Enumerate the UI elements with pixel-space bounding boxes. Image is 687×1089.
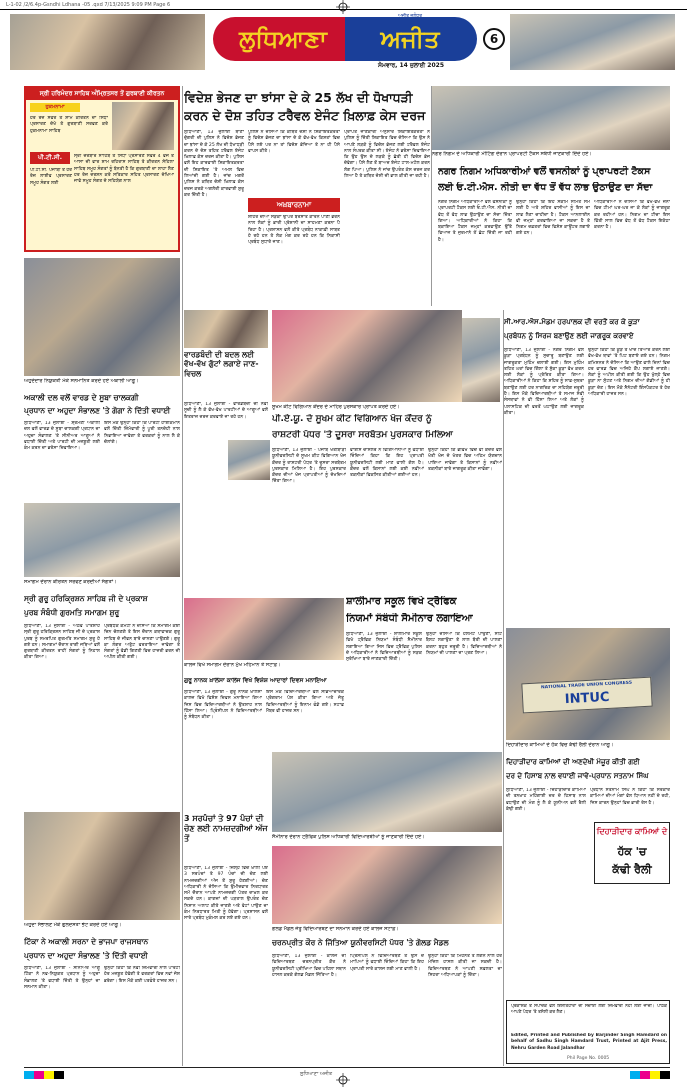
rally-box <box>594 822 670 884</box>
paper-name-left: ਲੁਧਿਆਣਾ <box>239 25 327 53</box>
medal-headline: ਚਰਨਪ੍ਰੀਤ ਕੌਰ ਨੇ ਜਿੱਤਿਆ ਯੂਨੀਵਰਸਿਟੀ ਪੱਧਰ 'ਤੇ ਗੋਲਡ ਮੈਡਲ <box>272 938 449 947</box>
dihadidar-body-2: ਪ੍ਰਧਾਨ ਸਤਨਾਮ ਸਿੰਘ ਨੇ ਕਿਹਾ ਕਿ ਸਰਕਾਰ ਕਾਮਿਆਂ ਦੀਆਂ ਮੰਗਾਂ ਵੱਲ ਧਿਆਨ ਨਹੀਂ ਦੇ ਰਹੀ, ਜਿਸ ਕਾਰਨ ਉਨ੍ਹਾਂ ਵਿਚ ਭਾਰੀ ਰੋਸ ਹੈ। <box>590 788 670 806</box>
nagar-body-col-2: ਉਨ੍ਹਾਂ ਕਿਹਾ ਕਿ ਇਹ ਸਕੀਮ ਸੀਮਤ ਸਮੇਂ ਲਈ ਹੈ ਅਤੇ ਸ਼ਹਿਰ ਵਾਸੀਆਂ ਨੂੰ ਇਸ ਦਾ ਲਾਭ ਲੈਣਾ ਚਾਹੀਦਾ ਹੈ। ਟੈਕਸ ਆਨਲਾਈਨ ਵੀ ਜਮ੍ਹਾਂ ਕਰਵਾਇਆ ਜਾ ਸਕਦਾ ਹੈ ਤੇ ਨਿਗਮ ਦਫ਼ਤਰਾਂ ਵਿਚ ਵਿਸ਼ੇਸ਼ ਕਾਊਂਟਰ ਲਗਾਏ ਗਏ ਹਨ। <box>516 200 590 237</box>
pau-headline-2: ਰਾਸ਼ਟਰੀ ਪੱਧਰ 'ਤੇ ਦੂਸਰਾ ਸਰਬੋਤਮ ਪੁਰਸਕਾਰ ਮਿਲਿਆ <box>272 430 453 440</box>
akhbarnama-banner: ਅਖ਼ਬਾਰਨਾਮਾ <box>248 198 340 212</box>
ward-headline: ਵਾਰਡਬੰਦੀ ਦੀ ਬਦਲ ਲਈ ਵੱਖ-ਵੱਖ ਗੁੱਟਾਂ ਲਗਾਏ ਜਾਣ-ਵਿਚਲ <box>184 350 259 378</box>
shalimar-body-1: ਲੁਧਿਆਣਾ, 13 ਜੁਲਾਈ - ਸ਼ਾਲੀਮਾਰ ਸਕੂਲ ਵਿਖੇ ਟ੍ਰੈਫਿਕ ਨਿਯਮਾਂ ਸੰਬੰਧੀ ਸੈਮੀਨਾਰ ਲਗਾਇਆ ਗਿਆ ਜਿਸ ਵਿਚ ਟ੍ਰੈਫਿਕ ਪੁਲਿਸ ਦੇ ਅਧਿਕਾਰੀਆਂ ਨੇ ਵਿਦਿਆਰਥੀਆਂ ਨੂੰ ਸੜਕ ਸੁਰੱਖਿਆ ਬਾਰੇ ਜਾਣਕਾਰੀ ਦਿੱਤੀ। <box>346 632 422 663</box>
ward-photo-strip <box>184 310 268 348</box>
column-rule-2 <box>503 310 504 1066</box>
imprint-notice: ਪ੍ਰਕਾਸ਼ਕ ਤੇ ਸੰਪਾਦਕ ਵਲੋਂ ਇਸ਼ਤਿਹਾਰਾਂ ਦੀ ਸੱਚਾਈ ਲਈ ਜ਼ਿੰਮੇਵਾਰੀ ਨਹੀਂ ਲਈ ਜਾਂਦੀ। ਪਾਠਕ ਆਪਣੇ ਪੱਧਰ 'ਤੇ ਤਸੱਲੀ ਕਰ ਲੈਣ। <box>511 1004 667 1016</box>
bottom-rule <box>24 1067 670 1068</box>
advert-body-2: ਸ੍ਰੀ ਦਰਬਾਰ ਸਾਹਿਬ ਤੋਂ ਸਿੱਧਾ ਪ੍ਰਸਾਰਣ ਸਵੇਰੇ 4 ਵਜੇ ਤੋਂ ਆਸਾ ਦੀ ਵਾਰ ਸ਼ਾਮ ਰਹਿਰਾਸ ਸਾਹਿਬ ਤੇ ਕੀਰਤਨ ਸੋਹਿਲਾ ਸਾਹਿਬ ਸਮੂਹ ਸੰਗਤਾਂ ਨੂੰ ਬੇਨਤੀ ਹੈ ਕਿ ਗੁਰਬਾਣੀ ਦਾ ਲਾਹਾ ਲੈਣ ਹਰ ਰੋਜ਼ ਦਰਸ਼ਨ ਕਰੋ ਸਤਿਕਾਰ ਸਹਿਤ ਪ੍ਰਸਾਰਣ ਦੇਖਿਆ ਜਾਵੇ ਸਮੂਹ ਸੰਗਤ ਦੇ ਸਹਿਯੋਗ ਨਾਲ <box>74 154 174 185</box>
gurpurab-photo <box>24 503 180 577</box>
advert-top-left <box>24 86 180 252</box>
rally-box-line-3: ਕੱਢੀ ਰੈਲੀ <box>612 863 652 876</box>
pau-award-photo <box>272 310 462 402</box>
akali-photo <box>24 258 180 376</box>
medal-body-1: ਲੁਧਿਆਣਾ, 13 ਜੁਲਾਈ - ਕਾਲਜ ਦੀ ਵਿਦਿਆਰਥਣ ਚਰਨਪ੍ਰੀਤ ਕੌਰ ਨੇ ਯੂਨੀਵਰਸਿਟੀ ਪ੍ਰੀਖਿਆ ਵਿਚ ਪਹਿਲਾ ਸਥਾਨ ਹਾਸਲ ਕਰਕੇ ਗੋਲਡ ਮੈਡਲ ਜਿੱਤਿਆ ਹੈ। <box>272 954 346 978</box>
print-page-number: Phil Page No. 0005 <box>567 1056 610 1061</box>
nagar-body-col-1: ਨਗਰ ਨਿਗਮ ਅਧਿਕਾਰੀਆਂ ਵਲੋਂ ਵਸਨੀਕਾਂ ਨੂੰ ਪ੍ਰਾਪਰਟੀ ਟੈਕਸ ਲਈ ਓ.ਟੀ.ਐਸ. ਨੀਤੀ ਦਾ ਵੱਧ ਤੋਂ ਵੱਧ ਲਾਭ ਉਠਾਉਣ ਦਾ ਸੱਦਾ ਦਿੱਤਾ ਗਿਆ। ਅਧਿਕਾਰੀਆਂ ਨੇ ਕਿਹਾ ਕਿ ਬਕਾਇਆ ਟੈਕਸ ਜਮ੍ਹਾਂ ਕਰਵਾਉਣ ਉੱਤੇ ਵਿਆਜ ਤੇ ਜੁਰਮਾਨੇ ਤੋਂ ਛੋਟ ਦਿੱਤੀ ਜਾ ਰਹੀ ਹੈ। <box>438 200 512 243</box>
medal-photo <box>272 846 502 924</box>
paper-name-right: ਅਜੀਤ <box>380 25 440 53</box>
tikka-photo <box>24 812 180 920</box>
intuc-banner-subtext: NATIONAL TRADE UNION CONGRESS <box>540 680 633 691</box>
guru-nanak-headline: ਗੁਰੂ ਨਾਨਕ ਖ਼ਾਲਸਾ ਕਾਲਜ ਵਿਖੇ ਵਿਸ਼ੇਸ਼ ਆਦਾਰਾਂ ਦਿਵਸ ਮਨਾਇਆ <box>184 677 327 684</box>
pau-side-photo <box>462 318 500 402</box>
tikka-body-1: ਲੁਧਿਆਣਾ, 13 ਜੁਲਾਈ - ਸੀਨੀਅਰ ਆਗੂ ਟਿੱਕਾ ਨੇ ਨਵ-ਨਿਯੁਕਤ ਪ੍ਰਧਾਨ ਨੂੰ ਅਹੁਦਾ ਸੰਭਾਲਣ 'ਤੇ ਵਧਾਈ ਦਿੱਤੀ ਤੇ ਉਨ੍ਹਾਂ ਦਾ ਸਨਮਾਨ ਕੀਤਾ। <box>24 966 100 990</box>
advert-heading: ਸ੍ਰੀ ਹਰਿਮੰਦਰ ਸਾਹਿਬ ਅੰਮ੍ਰਿਤਸਰ ਤੋਂ ਗੁਰਬਾਣੀ ਕੀਰਤਨ <box>26 88 178 100</box>
shalimar-headline-1: ਸ਼ਾਲੀਮਾਰ ਸਕੂਲ ਵਿਖੇ ਟ੍ਰੈਫਿਕ <box>346 596 457 607</box>
akali-headline-2: ਪ੍ਰਧਾਨ ਦਾ ਅਹੁਦਾ ਸੰਭਾਲਣ 'ਤੇ ਗੋਗਾ ਨੇ ਦਿੱਤੀ ਵਧਾਈ <box>24 406 171 415</box>
golden-temple-photo <box>112 102 174 150</box>
color-bar-left <box>24 1071 64 1079</box>
rally-box-line-1: ਦਿਹਾੜੀਦਾਰ ਕਾਮਿਆਂ ਦੇ <box>596 827 668 836</box>
dihadidar-body-1: ਲੁਧਿਆਣਾ, 13 ਜੁਲਾਈ - ਦਿਹਾੜੀਦਾਰ ਕਾਮਿਆਂ ਦੀ ਤਨਖ਼ਾਹ ਮਹਿੰਗਾਈ ਦਰ ਦੇ ਹਿਸਾਬ ਨਾਲ ਵਧਾਉਣ ਦੀ ਮੰਗ ਨੂੰ ਲੈ ਕੇ ਯੂਨੀਅਨ ਵਲੋਂ ਰੈਲੀ ਕੱਢੀ ਗਈ। <box>506 788 586 812</box>
column-rule-3 <box>431 86 432 306</box>
gurpurab-body-1: ਲੁਧਿਆਣਾ, 13 ਜੁਲਾਈ - ਅੱਠਵੇਂ ਪਾਤਸ਼ਾਹ ਸ੍ਰੀ ਗੁਰੂ ਹਰਿਕ੍ਰਿਸ਼ਨ ਸਾਹਿਬ ਜੀ ਦੇ ਪ੍ਰਕਾਸ਼ ਪੁਰਬ ਨੂੰ ਸਮਰਪਿਤ ਗੁਰਮਤਿ ਸਮਾਗਮ ਸ਼ੁਰੂ ਹੋ ਗਏ ਹਨ। ਸਮਾਗਮਾਂ ਦੌਰਾਨ ਰਾਗੀ ਜਥਿਆਂ ਵਲੋਂ ਗੁਰਬਾਣੀ ਕੀਰਤਨ ਰਾਹੀਂ ਸੰਗਤਾਂ ਨੂੰ ਨਿਹਾਲ ਕੀਤਾ ਗਿਆ। <box>24 624 100 661</box>
dihadidar-headline-1: ਦਿਹਾੜੀਦਾਰ ਕਾਮਿਆਂ ਦੀ ਅਣਦੇਖੀ ਮੰਜ਼ੂਰ ਕੀਤੀ ਗਈ <box>506 758 640 766</box>
gurpurab-headline-1: ਸ੍ਰੀ ਗੁਰੂ ਹਰਿਕ੍ਰਿਸ਼ਨ ਸਾਹਿਬ ਜੀ ਦੇ ਪ੍ਰਕਾਸ਼ <box>24 594 148 603</box>
nagar-body-col-3: ਅਧਿਕਾਰੀਆਂ ਨੇ ਦੱਸਿਆ ਕਿ ਵੱਖ-ਵੱਖ ਜ਼ੋਨਾਂ ਵਿਚ ਟੀਮਾਂ ਘਰ-ਘਰ ਜਾ ਕੇ ਲੋਕਾਂ ਨੂੰ ਜਾਗਰੂਕ ਕਰ ਰਹੀਆਂ ਹਨ। ਨਿਗਮ ਦਾ ਟੀਚਾ ਇਸ ਵਿੱਤੀ ਸਾਲ ਵਿਚ ਵੱਧ ਤੋਂ ਵੱਧ ਟੈਕਸ ਇਕੱਠਾ ਕਰਨਾ ਹੈ। <box>594 200 670 231</box>
meeting-caption: ਨਗਰ ਨਿਗਮ ਦੇ ਅਧਿਕਾਰੀ ਮੀਟਿੰਗ ਦੌਰਾਨ ਪ੍ਰਾਪਰਟੀ ਟੈਕਸ ਸਬੰਧੀ ਜਾਣਕਾਰੀ ਦਿੰਦੇ ਹੋਏ। <box>432 151 592 157</box>
gurpurab-caption: ਸਮਾਗਮ ਦੌਰਾਨ ਕੀਰਤਨ ਸਰਵਣ ਕਰਦੀਆਂ ਸੰਗਤਾਂ। <box>24 579 117 585</box>
masthead-center <box>205 14 510 70</box>
masthead-photo-left <box>10 14 205 70</box>
tikka-headline-1: ਟਿੱਕਾ ਨੇ ਅਕਾਲੀ ਸਰਨਾ ਦੇ ਭਾਜਪਾ ਰਾਜਸਥਾਨ <box>24 937 149 946</box>
intuc-banner <box>521 677 652 714</box>
page-number: 6 <box>483 28 505 50</box>
dateline: ਲੁਧਿਆਣਾ, 13 ਜੁਲਾਈ <box>184 130 231 135</box>
tikka-caption: ਅਹੁਦਾ ਸੰਭਾਲਣ ਮੌਕੇ ਗੁਲਦਸਤਾ ਭੇਟ ਕਰਦੇ ਹੋਏ ਆਗੂ। <box>24 922 122 928</box>
registration-mark-top-icon <box>336 0 350 14</box>
pau-body-2: ਵਾਈਸ ਚਾਂਸਲਰ ਨੇ ਵਿਗਿਆਨੀਆਂ ਨੂੰ ਵਧਾਈ ਦਿੰਦਿਆਂ ਕਿਹਾ ਕਿ ਇਹ ਪ੍ਰਾਪਤੀ ਯੂਨੀਵਰਸਿਟੀ ਲਈ ਮਾਣ ਵਾਲੀ ਗੱਲ ਹੈ। ਕੇਂਦਰ ਵਲੋਂ ਕਿਸਾਨਾਂ ਲਈ ਕਈ ਨਵੀਆਂ ਤਕਨੀਕਾਂ ਵਿਕਸਿਤ ਕੀਤੀਆਂ ਗਈਆਂ ਹਨ। <box>350 448 424 479</box>
college-caption: ਕਾਲਜ ਵਿਖੇ ਸਮਾਗਮ ਦੌਰਾਨ ਮੁੱਖ ਮਹਿਮਾਨ ਤੇ ਸਟਾਫ਼। <box>184 662 281 668</box>
seminar-caption: ਸੈਮੀਨਾਰ ਦੌਰਾਨ ਟ੍ਰੈਫਿਕ ਪੁਲਿਸ ਅਧਿਕਾਰੀ ਵਿਦਿਆਰਥੀਆਂ ਨੂੰ ਜਾਣਕਾਰੀ ਦਿੰਦੇ ਹੋਏ। <box>272 834 425 840</box>
corporation-body-1: ਲੁਧਿਆਣਾ, 13 ਜੁਲਾਈ - ਨਗਰ ਨਿਗਮ ਵਲੋਂ ਕੂੜਾ ਪ੍ਰਬੰਧਨ ਨੂੰ ਸੁਚਾਰੂ ਬਣਾਉਣ ਲਈ ਜਾਗਰੂਕਤਾ ਮੁਹਿੰਮ ਚਲਾਈ ਗਈ। ਇਸ ਮੁਹਿੰਮ ਤਹਿਤ ਘਰਾਂ ਵਿਚ ਗਿੱਲਾ ਤੇ ਸੁੱਕਾ ਕੂੜਾ ਵੱਖ ਕਰਨ ਲਈ ਲੋਕਾਂ ਨੂੰ ਪ੍ਰੇਰਿਤ ਕੀਤਾ ਗਿਆ। ਅਧਿਕਾਰੀਆਂ ਨੇ ਕਿਹਾ ਕਿ ਸ਼ਹਿਰ ਨੂੰ ਸਾਫ਼-ਸੁਥਰਾ ਬਣਾਉਣ ਲਈ ਹਰ ਨਾਗਰਿਕ ਦਾ ਸਹਿਯੋਗ ਜ਼ਰੂਰੀ ਹੈ। ਇਸ ਮੌਕੇ ਵਿਦਿਆਰਥੀਆਂ ਤੇ ਸਮਾਜ ਸੇਵੀ ਸੰਸਥਾਵਾਂ ਨੇ ਵੀ ਹਿੱਸਾ ਲਿਆ ਅਤੇ ਲੋਕਾਂ ਨੂੰ ਪਲਾਸਟਿਕ ਦੀ ਵਰਤੋਂ ਘਟਾਉਣ ਲਈ ਜਾਗਰੂਕ ਕੀਤਾ। <box>504 348 584 416</box>
pau-headline-1: ਪੀ.ਏ.ਯੂ. ਦੇ ਸੂਖਮ ਕੀਟ ਵਿਗਿਆਨ ਖੋਜ ਕੇਂਦਰ ਨੂੰ <box>272 414 432 424</box>
pau-caption: ਸੂਖਮ ਕੀਟ ਵਿਗਿਆਨ ਕੇਂਦਰ ਦੇ ਮਾਹਿਰ ਪੁਰਸਕਾਰ ਪ੍ਰਾਪਤ ਕਰਦੇ ਹੋਏ। <box>272 404 400 410</box>
corporation-body-2: ਉਨ੍ਹਾਂ ਕਿਹਾ ਕਿ ਕੂੜੇ ਤੋਂ ਖਾਦ ਤਿਆਰ ਕਰਨ ਲਈ ਵੱਖ-ਵੱਖ ਥਾਵਾਂ 'ਤੇ ਪਿਟ ਬਣਾਏ ਗਏ ਹਨ। ਨਿਗਮ ਕਮਿਸ਼ਨਰ ਨੇ ਦੱਸਿਆ ਕਿ ਆਉਣ ਵਾਲੇ ਦਿਨਾਂ ਵਿਚ ਹਰ ਵਾਰਡ ਵਿਚ ਅਜਿਹੇ ਕੈਂਪ ਲਗਾਏ ਜਾਣਗੇ। ਲੋਕਾਂ ਨੂੰ ਅਪੀਲ ਕੀਤੀ ਗਈ ਕਿ ਉਹ ਖੁੱਲ੍ਹੇ ਵਿਚ ਕੂੜਾ ਨਾ ਸੁੱਟਣ ਅਤੇ ਨਿਗਮ ਦੀਆਂ ਗੱਡੀਆਂ ਨੂੰ ਹੀ ਕੂੜਾ ਦੇਣ। ਇਸ ਮੌਕੇ ਸੈਨੇਟਰੀ ਇੰਸਪੈਕਟਰ ਤੇ ਹੋਰ ਅਧਿਕਾਰੀ ਹਾਜ਼ਰ ਸਨ। <box>588 348 670 398</box>
corporation-headline-1: ਸੀ.ਆਰ.ਐਸ.ਮੈਡਮ ਹਰਪਾਲਕ ਦੀ ਵਰਤੋਂ ਕਰ ਕੇ ਕੂੜਾ <box>504 318 640 326</box>
advert-badge: ਹੁਕਮਨਾਮਾ <box>30 103 80 112</box>
college-body-1: ਲੁਧਿਆਣਾ, 13 ਜੁਲਾਈ - ਗੁਰੂ ਨਾਨਕ ਖ਼ਾਲਸਾ ਕਾਲਜ ਵਿਖੇ ਵਿਸ਼ੇਸ਼ ਦਿਵਸ ਮਨਾਇਆ ਗਿਆ ਜਿਸ ਵਿਚ ਵਿਦਿਆਰਥੀਆਂ ਨੇ ਉਤਸ਼ਾਹ ਨਾਲ ਹਿੱਸਾ ਲਿਆ। ਪ੍ਰਿੰਸੀਪਲ ਨੇ ਵਿਦਿਆਰਥੀਆਂ ਨੂੰ ਸੰਬੋਧਨ ਕੀਤਾ। <box>184 690 262 721</box>
imprint-text: Edited, Printed and Published by Barjinder Singh Hamdard on behalf of Sadhu Singh Hamdard Trust, Printed at Ajit Press, Nehru Garden Road Jalandhar <box>511 1033 667 1051</box>
print-line: L-1-02 /2/6.4p-Gsndhi Ldhana -05 .qxd 7/13/2025 9:09 PM Page 6 <box>6 2 171 8</box>
pau-body-1: ਲੁਧਿਆਣਾ, 13 ਜੁਲਾਈ - ਪੰਜਾਬ ਖੇਤੀਬਾੜੀ ਯੂਨੀਵਰਸਿਟੀ ਦੇ ਸੂਖਮ ਕੀਟ ਵਿਗਿਆਨ ਖੋਜ ਕੇਂਦਰ ਨੂੰ ਰਾਸ਼ਟਰੀ ਪੱਧਰ 'ਤੇ ਦੂਸਰਾ ਸਰਬੋਤਮ ਪੁਰਸਕਾਰ ਮਿਲਿਆ ਹੈ। ਇਹ ਪੁਰਸਕਾਰ ਕੇਂਦਰ ਦੀਆਂ ਖੋਜ ਪ੍ਰਾਪਤੀਆਂ ਨੂੰ ਦੇਖਦਿਆਂ ਦਿੱਤਾ ਗਿਆ। <box>272 448 346 485</box>
tikka-headline-2: ਪ੍ਰਧਾਨ ਦਾ ਅਹੁਦਾ ਸੰਭਾਲਣ 'ਤੇ ਦਿੱਤੀ ਵਧਾਈ <box>24 951 148 960</box>
imprint-box <box>506 1000 670 1064</box>
lead-body-col-2: ਪੁਲਿਸ ਨੇ ਦੱਸਿਆ ਕਿ ਕਥਿਤ ਦੋਸ਼ੀ ਨੇ ਸ਼ਿਕਾਇਤਕਰਤਾ ਨੂੰ ਵਿਦੇਸ਼ ਭੇਜਣ ਦਾ ਝਾਂਸਾ ਦੇ ਕੇ ਵੱਖ-ਵੱਖ ਕਿਸ਼ਤਾਂ ਵਿਚ ਪੈਸੇ ਲਏ ਪਰ ਨਾ ਤਾਂ ਵਿਦੇਸ਼ ਭੇਜਿਆ ਤੇ ਨਾ ਹੀ ਪੈਸੇ ਵਾਪਸ ਕੀਤੇ। <box>248 130 340 154</box>
rally-box-line-2: ਹੱਕ 'ਚ <box>617 845 647 858</box>
lead-body-col-1: ਲੁਧਿਆਣਾ, 13 ਜੁਲਾਈ ਥਾਣਾ ਦੁੱਗਰੀ ਦੀ ਪੁਲਿਸ ਨੇ ਵਿਦੇਸ਼ ਭੇਜਣ ਦਾ ਝਾਂਸਾ ਦੇ ਕੇ 25 ਲੱਖ ਦੀ ਧੋਖਾਧੜੀ ਕਰਨ ਦੇ ਦੋਸ਼ ਤਹਿਤ ਟਰੈਵਲ ਏਜੰਟ ਖ਼ਿਲਾਫ਼ ਕੇਸ ਦਰਜ ਕੀਤਾ ਹੈ। ਪੁਲਿਸ ਵਲੋਂ ਇਹ ਕਾਰਵਾਈ ਸ਼ਿਕਾਇਤਕਰਤਾ ਦੀ ਸ਼ਿਕਾਇਤ 'ਤੇ ਅਮਲ ਵਿਚ ਲਿਆਂਦੀ ਗਈ ਹੈ। ਜਾਂਚ ਮਗਰੋਂ ਪੁਲਿਸ ਨੇ ਕਥਿਤ ਦੋਸ਼ੀ ਖ਼ਿਲਾਫ਼ ਕੇਸ ਦਰਜ ਕਰਕੇ ਅਗਲੇਰੀ ਕਾਰਵਾਈ ਸ਼ੁਰੂ ਕਰ ਦਿੱਤੀ ਹੈ। <box>184 130 244 198</box>
tagline: ਅਜੀਤ ਜਲੰਧਰ <box>397 14 423 19</box>
masthead-date: ਸੋਮਵਾਰ, 14 ਜੁਲਾਈ 2025 <box>378 62 444 69</box>
nagar-headline-2: ਲਈ ਓ.ਟੀ.ਐਸ. ਨੀਤੀ ਦਾ ਵੱਧ ਤੋਂ ਵੱਧ ਲਾਭ ਉਠਾਉਣ ਦਾ ਸੱਦਾ <box>438 182 653 193</box>
sarpanch-headline: 3 ਸਰਪੰਚਾਂ ਤੇ 97 ਪੰਚਾਂ ਦੀ ਚੋਣ ਲਈ ਨਾਮਜ਼ਦਗੀਆਂ ਅੱਜ ਤੋਂ <box>184 814 268 843</box>
pau-body-3: ਉਨ੍ਹਾਂ ਕਿਹਾ ਕਿ ਭਵਿੱਖ ਵਿਚ ਵੀ ਕੇਂਦਰ ਵਲੋਂ ਖੇਤੀ ਖੋਜ ਦੇ ਖੇਤਰ ਵਿਚ ਅਹਿਮ ਯੋਗਦਾਨ ਪਾਇਆ ਜਾਵੇਗਾ ਤੇ ਕਿਸਾਨਾਂ ਨੂੰ ਨਵੀਆਂ ਤਕਨੀਕਾਂ ਬਾਰੇ ਜਾਗਰੂਕ ਕੀਤਾ ਜਾਵੇਗਾ। <box>428 448 502 472</box>
sarpanch-body: ਲੁਧਿਆਣਾ, 13 ਜੁਲਾਈ - ਜ਼ਿਲ੍ਹੇ ਵਿਚ ਖ਼ਾਲੀ ਪਏ 3 ਸਰਪੰਚਾਂ ਤੇ 97 ਪੰਚਾਂ ਦੀ ਚੋਣ ਲਈ ਨਾਮਜ਼ਦਗੀਆਂ ਅੱਜ ਤੋਂ ਸ਼ੁਰੂ ਹੋਣਗੀਆਂ। ਚੋਣ ਅਧਿਕਾਰੀ ਨੇ ਦੱਸਿਆ ਕਿ ਉਮੀਦਵਾਰ ਨਿਰਧਾਰਤ ਸਮੇਂ ਦੌਰਾਨ ਆਪਣੇ ਨਾਮਜ਼ਦਗੀ ਪੱਤਰ ਦਾਖ਼ਲ ਕਰ ਸਕਦੇ ਹਨ। ਕਾਗਜ਼ਾਂ ਦੀ ਪੜਤਾਲ ਉਪਰੰਤ ਚੋਣ ਨਿਸ਼ਾਨ ਅਲਾਟ ਕੀਤੇ ਜਾਣਗੇ ਅਤੇ ਵੋਟਾਂ ਪਾਉਣ ਦਾ ਕੰਮ ਨਿਰਧਾਰਤ ਮਿਤੀ ਨੂੰ ਹੋਵੇਗਾ। ਪ੍ਰਸ਼ਾਸਨ ਵਲੋਂ ਸਾਰੇ ਪ੍ਰਬੰਧ ਮੁਕੰਮਲ ਕਰ ਲਏ ਗਏ ਹਨ। <box>184 866 268 922</box>
advert-body-3: ਪੀ.ਟੀ.ਸੀ. ਪੰਜਾਬੀ ਤੇ ਹਰ ਰੋਜ਼ ਲਾਈਵ ਪ੍ਰਸਾਰਣ ਸਮੂਹ ਸੰਗਤ ਲਈ <box>30 168 72 186</box>
color-bar-right <box>630 1071 670 1079</box>
shalimar-body-2: ਉਨ੍ਹਾਂ ਦੱਸਿਆ ਕਿ ਹੈਲਮੈਟ ਪਾਉਣਾ, ਸੀਟ ਬੈਲਟ ਲਗਾਉਣਾ ਤੇ ਲਾਲ ਬੱਤੀ ਦੀ ਪਾਲਣਾ ਕਰਨਾ ਬਹੁਤ ਜ਼ਰੂਰੀ ਹੈ। ਵਿਦਿਆਰਥੀਆਂ ਨੇ ਨਿਯਮਾਂ ਦੀ ਪਾਲਣਾ ਦਾ ਪ੍ਰਣ ਲਿਆ। <box>426 632 502 656</box>
column-rule-1 <box>182 86 183 1066</box>
corporation-headline-2: ਪ੍ਰਬੰਧਨ ਨੂੰ ਸਿਰਜ ਬਣਾਉਣ ਲਈ ਜਾਗਰੂਕ ਕਰਵਾਏ <box>504 332 634 340</box>
advert-sub-badge: ਪੀ.ਟੀ.ਸੀ. <box>30 152 70 164</box>
gurpurab-body-2: ਪ੍ਰਬੰਧਕ ਕਮੇਟੀ ਨੇ ਦੱਸਿਆ ਕਿ ਸਮਾਗਮ ਕਈ ਦਿਨ ਚੱਲਣਗੇ ਤੇ ਇਸ ਦੌਰਾਨ ਕਥਾਵਾਚਕ ਗੁਰੂ ਸਾਹਿਬ ਦੇ ਜੀਵਨ ਬਾਰੇ ਚਾਨਣਾ ਪਾਉਣਗੇ। ਗੁਰੂ ਕਾ ਲੰਗਰ ਅਤੁੱਟ ਵਰਤਾਇਆ ਜਾਵੇਗਾ ਤੇ ਸੰਗਤਾਂ ਨੂੰ ਵੱਡੀ ਗਿਣਤੀ ਵਿਚ ਹਾਜ਼ਰੀ ਭਰਨ ਦੀ ਅਪੀਲ ਕੀਤੀ ਗਈ। <box>104 624 180 661</box>
medal-body-2: ਪ੍ਰਿੰਸੀਪਲ ਨੇ ਵਿਦਿਆਰਥਣ ਤੇ ਉਸ ਦੇ ਮਾਪਿਆਂ ਨੂੰ ਵਧਾਈ ਦਿੰਦਿਆਂ ਕਿਹਾ ਕਿ ਇਹ ਪ੍ਰਾਪਤੀ ਸਾਰੇ ਕਾਲਜ ਲਈ ਮਾਣ ਵਾਲੀ ਹੈ। <box>350 954 424 972</box>
meeting-photo <box>432 86 670 150</box>
akali-photo-caption: ਅਹੁਦੇਦਾਰ ਨਿਯੁਕਤੀ ਮੌਕੇ ਸਨਮਾਨਿਤ ਕਰਦੇ ਹੋਏ ਅਕਾਲੀ ਆਗੂ। <box>24 378 139 384</box>
tikka-body-2: ਉਨ੍ਹਾਂ ਕਿਹਾ ਕਿ ਨਵੀਂ ਜ਼ਿੰਮੇਵਾਰੀ ਨਾਲ ਪਾਰਟੀ ਹੋਰ ਮਜ਼ਬੂਤ ਹੋਵੇਗੀ ਤੇ ਵਰਕਰਾਂ ਵਿਚ ਨਵਾਂ ਜੋਸ਼ ਭਰੇਗਾ। ਇਸ ਮੌਕੇ ਕਈ ਪਤਵੰਤੇ ਹਾਜ਼ਰ ਸਨ। <box>104 966 180 984</box>
akhbarnama-body: ਸ਼ਹਿਰ ਦੀਆਂ ਸੜਕਾਂ ਉੱਪਰ ਬਰਸਾਤ ਕਾਰਨ ਪਾਣੀ ਭਰਨ ਨਾਲ ਲੋਕਾਂ ਨੂੰ ਭਾਰੀ ਪ੍ਰੇਸ਼ਾਨੀ ਦਾ ਸਾਹਮਣਾ ਕਰਨਾ ਪੈ ਰਿਹਾ ਹੈ। ਪ੍ਰਸ਼ਾਸਨ ਵਲੋਂ ਕੀਤੇ ਪ੍ਰਬੰਧ ਨਾਕਾਫ਼ੀ ਸਾਬਤ ਹੋ ਰਹੇ ਹਨ ਤੇ ਲੋਕ ਮੰਗ ਕਰ ਰਹੇ ਹਨ ਕਿ ਨਿਕਾਸੀ ਪ੍ਰਬੰਧ ਸੁਧਾਰੇ ਜਾਣ। <box>248 215 340 246</box>
registration-mark-icon <box>336 1073 350 1087</box>
akali-body-2: ਇਸ ਮੌਕੇ ਉਨ੍ਹਾਂ ਕਿਹਾ ਕਿ ਪਾਰਟੀ ਹਾਈਕਮਾਨ ਵਲੋਂ ਦਿੱਤੀ ਜ਼ਿੰਮੇਵਾਰੀ ਨੂੰ ਪੂਰੀ ਤਨਦੇਹੀ ਨਾਲ ਨਿਭਾਇਆ ਜਾਵੇਗਾ ਤੇ ਵਰਕਰਾਂ ਨੂੰ ਨਾਲ ਲੈ ਕੇ ਚੱਲਾਂਗੇ। <box>104 421 180 445</box>
college-photo <box>184 598 344 660</box>
footer-folio: ਲੁਧਿਆਣਾ ਅਜੀਤ <box>300 1071 333 1077</box>
gurpurab-headline-2: ਪੁਰਬ ਸੰਬੰਧੀ ਗੁਰਮਤਿ ਸਮਾਗਮ ਸ਼ੁਰੂ <box>24 608 120 617</box>
ward-body: ਲੁਧਿਆਣਾ, 13 ਜੁਲਾਈ - ਵਾਰਡਬੰਦੀ ਦੀ ਨਵੀਂ ਸੂਚੀ ਨੂੰ ਲੈ ਕੇ ਵੱਖ-ਵੱਖ ਪਾਰਟੀਆਂ ਦੇ ਆਗੂਆਂ ਵਲੋਂ ਇਤਰਾਜ਼ ਦਰਜ ਕਰਵਾਏ ਜਾ ਰਹੇ ਹਨ। <box>184 402 268 420</box>
nagar-headline-1: ਨਗਰ ਨਿਗਮ ਅਧਿਕਾਰੀਆਂ ਵਲੋਂ ਵਸਨੀਕਾਂ ਨੂੰ ਪ੍ਰਾਪਰਟੀ ਟੈਕਸ <box>438 166 651 177</box>
masthead-photo-right <box>510 14 675 70</box>
intuc-caption: ਦਿਹਾੜੀਦਾਰ ਕਾਮਿਆਂ ਦੇ ਹੱਕ ਵਿਚ ਕੱਢੀ ਰੈਲੀ ਦੌਰਾਨ ਆਗੂ। <box>506 742 614 748</box>
ward-portrait <box>228 440 270 480</box>
college-body-2: ਇਸ ਮੌਕੇ ਵਿਦਿਆਰਥੀਆਂ ਵਲੋਂ ਸੱਭਿਆਚਾਰਕ ਪ੍ਰੋਗਰਾਮ ਪੇਸ਼ ਕੀਤਾ ਗਿਆ ਅਤੇ ਜੇਤੂ ਵਿਦਿਆਰਥੀਆਂ ਨੂੰ ਇਨਾਮ ਵੰਡੇ ਗਏ। ਸਟਾਫ਼ ਮੈਂਬਰ ਵੀ ਹਾਜ਼ਰ ਸਨ। <box>266 690 344 714</box>
akali-headline-1: ਅਕਾਲੀ ਦਲ ਵਲੋਂ ਵਾਰਡ ਦੇ ਸੂਬਾ ਚਾਲਕਗੀ <box>24 393 139 402</box>
intuc-banner-text: INTUC <box>564 689 610 708</box>
lead-headline-2: ਕਰਨ ਦੇ ਦੋਸ਼ ਤਹਿਤ ਟਰੈਵਲ ਏਜੰਟ ਖ਼ਿਲਾਫ਼ ਕੇਸ ਦਰਜ <box>184 108 426 123</box>
intuc-rally-photo <box>506 628 670 740</box>
masthead <box>10 12 675 72</box>
lead-body-col-3: ਪ੍ਰਾਪਤ ਜਾਣਕਾਰੀ ਅਨੁਸਾਰ ਸ਼ਿਕਾਇਤਕਰਤਾ ਨੇ ਪੁਲਿਸ ਨੂੰ ਦਿੱਤੀ ਸ਼ਿਕਾਇਤ ਵਿਚ ਦੱਸਿਆ ਕਿ ਉਸ ਨੇ ਆਪਣੇ ਲੜਕੇ ਨੂੰ ਵਿਦੇਸ਼ ਭੇਜਣ ਲਈ ਟਰੈਵਲ ਏਜੰਟ ਨਾਲ ਸੰਪਰਕ ਕੀਤਾ ਸੀ। ਏਜੰਟ ਨੇ ਭਰੋਸਾ ਦਿਵਾਇਆ ਕਿ ਉਹ ਉਸ ਦੇ ਲੜਕੇ ਨੂੰ ਛੇਤੀ ਹੀ ਵਿਦੇਸ਼ ਭੇਜ ਦੇਵੇਗਾ। ਪੈਸੇ ਲੈਣ ਤੋਂ ਬਾਅਦ ਏਜੰਟ ਟਾਲ-ਮਟੋਲ ਕਰਨ ਲੱਗ ਪਿਆ। ਪੁਲਿਸ ਨੇ ਜਾਂਚ ਉਪਰੰਤ ਕੇਸ ਦਰਜ ਕਰ ਲਿਆ ਹੈ ਤੇ ਕਥਿਤ ਦੋਸ਼ੀ ਦੀ ਭਾਲ ਕੀਤੀ ਜਾ ਰਹੀ ਹੈ। <box>344 130 430 180</box>
medal-caption: ਗੋਲਡ ਮੈਡਲ ਜੇਤੂ ਵਿਦਿਆਰਥਣ ਦਾ ਸਨਮਾਨ ਕਰਦੇ ਹੋਏ ਕਾਲਜ ਸਟਾਫ਼। <box>272 926 399 932</box>
akali-body-1: ਲੁਧਿਆਣਾ, 13 ਜੁਲਾਈ - ਸ਼੍ਰੋਮਣੀ ਅਕਾਲੀ ਦਲ ਵਲੋਂ ਵਾਰਡ ਦੇ ਸੂਬਾ ਚਾਲਕਗੀ ਪ੍ਰਧਾਨ ਦਾ ਅਹੁਦਾ ਸੰਭਾਲਣ 'ਤੇ ਸੀਨੀਅਰ ਆਗੂਆਂ ਨੇ ਵਧਾਈ ਦਿੱਤੀ ਅਤੇ ਪਾਰਟੀ ਦੀ ਮਜ਼ਬੂਤੀ ਲਈ ਕੰਮ ਕਰਨ ਦਾ ਭਰੋਸਾ ਦਿਵਾਇਆ। <box>24 421 100 452</box>
shalimar-headline-2: ਨਿਯਮਾਂ ਸੰਬੰਧੀ ਸੈਮੀਨਾਰ ਲਗਾਇਆ <box>346 613 473 624</box>
medal-body-3: ਉਨ੍ਹਾਂ ਕਿਹਾ ਕਿ ਮਿਹਨਤ ਤੇ ਲਗਨ ਨਾਲ ਹਰ ਮੰਜ਼ਿਲ ਹਾਸਲ ਕੀਤੀ ਜਾ ਸਕਦੀ ਹੈ। ਵਿਦਿਆਰਥਣ ਨੇ ਆਪਣੀ ਸਫ਼ਲਤਾ ਦਾ ਸਿਹਰਾ ਅਧਿਆਪਕਾਂ ਨੂੰ ਦਿੱਤਾ। <box>428 954 502 978</box>
advert-body-1: ਹਰ ਰੋਜ਼ ਸਵੇਰੇ ਤੇ ਸ਼ਾਮ ਕੀਰਤਨ ਦਾ ਸਿੱਧਾ ਪ੍ਰਸਾਰਣ ਦੇਖੋ ਤੇ ਗੁਰਬਾਣੀ ਸਰਵਣ ਕਰੋ ਹੁਕਮਨਾਮਾ ਸਾਹਿਬ <box>30 116 108 134</box>
seminar-photo <box>272 752 502 832</box>
lead-headline-1: ਵਿਦੇਸ਼ ਭੇਜਣ ਦਾ ਝਾਂਸਾ ਦੇ ਕੇ 25 ਲੱਖ ਦੀ ਧੋਖਾਧੜੀ <box>184 90 413 105</box>
dihadidar-headline-2: ਦਰ ਦੇ ਹਿਸਾਬ ਨਾਲ ਵਧਾਈ ਜਾਵੇ-ਪ੍ਰਧਾਨ ਸਤਨਾਮ ਸਿੰਘ <box>506 772 649 780</box>
